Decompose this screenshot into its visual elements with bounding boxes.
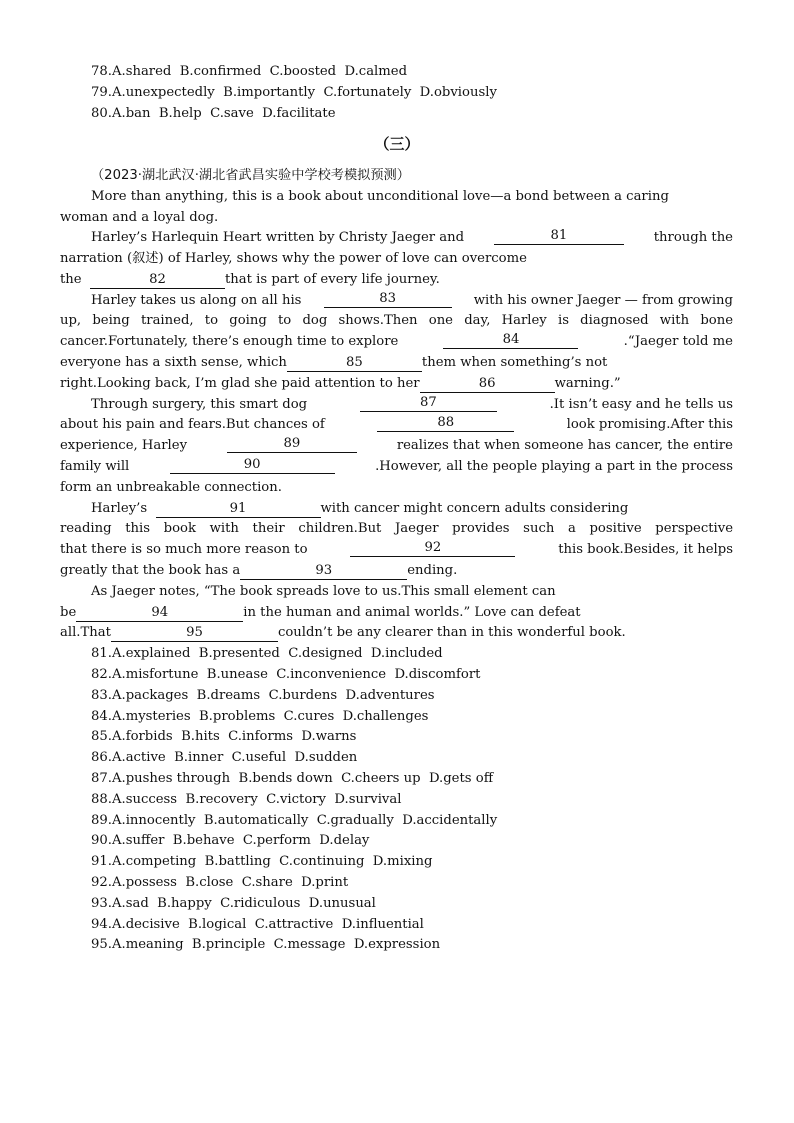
passage-line bbox=[60, 561, 457, 582]
passage-text: realizes that when someone has cancer, the entire bbox=[396, 438, 733, 453]
passage-line bbox=[91, 499, 628, 520]
passage-line: narration (叙述) of Harley, shows why the power of love can overcome bbox=[60, 251, 527, 266]
passage-text: with his owner Jaeger — from growing bbox=[473, 293, 733, 308]
blank-91[interactable]: 91 bbox=[156, 501, 321, 518]
passage-text: .“Jaeger told me bbox=[623, 334, 733, 349]
blank-94[interactable]: 94 bbox=[76, 605, 243, 622]
passage-text: about his pain and fears.But chances of bbox=[60, 417, 325, 432]
passage-text: right.Looking back, I’m glad she paid attention to her bbox=[60, 376, 420, 391]
blank-85[interactable]: 85 bbox=[287, 355, 422, 372]
option-line-87: 87.A.pushes through B.bends down C.cheers up D.gets off bbox=[91, 771, 494, 786]
blank-87[interactable]: 87 bbox=[360, 395, 497, 412]
passage-text: Through surgery, this smart dog bbox=[91, 397, 308, 412]
option-line-83: 83.A.packages B.dreams C.burdens D.adventures bbox=[91, 688, 435, 703]
passage-text: family will bbox=[60, 459, 130, 474]
passage-line: form an unbreakable connection. bbox=[60, 480, 282, 495]
passage-text: them when something’s not bbox=[421, 355, 608, 370]
blank-82[interactable]: 82 bbox=[90, 272, 225, 289]
option-line-94: 94.A.decisive B.logical C.attractive D.influential bbox=[91, 917, 424, 932]
passage-text: that there is so much more reason to bbox=[60, 542, 308, 557]
passage-line bbox=[60, 270, 440, 291]
passage-line bbox=[60, 332, 733, 353]
source-note: （2023·湖北武汉·湖北省武昌实验中学校考模拟预测） bbox=[91, 168, 410, 183]
passage-text: that is part of every life journey. bbox=[225, 272, 440, 287]
blank-92[interactable]: 92 bbox=[350, 540, 515, 557]
blank-93[interactable]: 93 bbox=[240, 563, 407, 580]
option-line-86: 86.A.active B.inner C.useful D.sudden bbox=[91, 750, 358, 765]
option-line-88: 88.A.success B.recovery C.victory D.survival bbox=[91, 792, 402, 807]
option-line-82: 82.A.misfortune B.unease C.inconvenience D.discomfort bbox=[91, 667, 481, 682]
passage-text: this book.Besides, it helps bbox=[558, 542, 733, 557]
passage-text: in the human and animal worlds.” Love can defeat bbox=[243, 605, 581, 620]
passage-text: greatly that the book has a bbox=[60, 563, 241, 578]
passage-text: Harley takes us along on all his bbox=[91, 293, 302, 308]
passage-line bbox=[60, 623, 626, 644]
blank-81[interactable]: 81 bbox=[494, 228, 624, 245]
blank-95[interactable]: 95 bbox=[111, 625, 278, 642]
passage-text: experience, Harley bbox=[60, 438, 188, 453]
passage-line bbox=[60, 540, 733, 561]
passage-text: .However, all the people playing a part in the process bbox=[375, 459, 733, 474]
option-line-91: 91.A.competing B.battling C.continuing D.mixing bbox=[91, 854, 433, 869]
passage-text: Harley’s Harlequin Heart written by Christy Jaeger and bbox=[91, 230, 465, 245]
passage-text: all.That bbox=[60, 625, 111, 640]
passage-line bbox=[60, 353, 607, 374]
option-line-90: 90.A.suffer B.behave C.perform D.delay bbox=[91, 833, 370, 848]
passage-text: everyone has a sixth sense, which bbox=[60, 355, 287, 370]
section-title: （三） bbox=[374, 135, 420, 153]
passage-line: reading this book with their children.But Jaeger provides such a positive perspective bbox=[60, 521, 733, 536]
passage-line bbox=[60, 457, 733, 478]
option-line-92: 92.A.possess B.close C.share D.print bbox=[91, 875, 349, 890]
passage-line: woman and a loyal dog. bbox=[60, 210, 219, 225]
option-line-79: 79.A.unexpectedly B.importantly C.fortunately D.obviously bbox=[91, 85, 497, 100]
option-line-81: 81.A.explained B.presented C.designed D.included bbox=[91, 646, 443, 661]
passage-text: warning.” bbox=[554, 376, 621, 391]
passage-text: couldn’t be any clearer than in this wonderful book. bbox=[277, 625, 626, 640]
passage-text: be bbox=[60, 605, 77, 620]
passage-line bbox=[60, 374, 621, 395]
passage-line bbox=[91, 228, 733, 249]
passage-line bbox=[60, 603, 581, 624]
passage-text: ending. bbox=[407, 563, 458, 578]
option-line-93: 93.A.sad B.happy C.ridiculous D.unusual bbox=[91, 896, 376, 911]
blank-89[interactable]: 89 bbox=[227, 436, 357, 453]
passage-text: the bbox=[60, 272, 82, 287]
passage-line bbox=[60, 436, 733, 457]
passage-text: Harley’s bbox=[91, 501, 148, 516]
blank-84[interactable]: 84 bbox=[443, 332, 578, 349]
blank-88[interactable]: 88 bbox=[377, 415, 514, 432]
blank-83[interactable]: 83 bbox=[324, 291, 452, 308]
passage-text: look promising.After this bbox=[566, 417, 733, 432]
passage-line bbox=[60, 415, 733, 436]
passage-line: More than anything, this is a book about unconditional love—a bond between a caring bbox=[91, 189, 669, 204]
option-line-89: 89.A.innocently B.automatically C.gradually D.accidentally bbox=[91, 813, 498, 828]
passage-text: .It isn’t easy and he tells us bbox=[549, 397, 733, 412]
passage-text: with cancer might concern adults considering bbox=[320, 501, 629, 516]
passage-line: As Jaeger notes, “The book spreads love to us.This small element can bbox=[91, 584, 556, 599]
passage-line: up, being trained, to going to dog shows.Then one day, Harley is diagnosed with bone bbox=[60, 313, 733, 328]
option-line-80: 80.A.ban B.help C.save D.facilitate bbox=[91, 106, 336, 121]
option-line-85: 85.A.forbids B.hits C.informs D.warns bbox=[91, 729, 357, 744]
passage-text: cancer.Fortunately, there’s enough time to explore bbox=[60, 334, 399, 349]
option-line-84: 84.A.mysteries B.problems C.cures D.challenges bbox=[91, 709, 429, 724]
passage-text: through the bbox=[653, 230, 733, 245]
blank-86[interactable]: 86 bbox=[420, 376, 555, 393]
blank-90[interactable]: 90 bbox=[170, 457, 335, 474]
passage-line bbox=[91, 395, 733, 416]
option-line-78: 78.A.shared B.confirmed C.boosted D.calmed bbox=[91, 64, 408, 79]
passage-line bbox=[91, 291, 733, 312]
option-line-95: 95.A.meaning B.principle C.message D.expression bbox=[91, 937, 441, 952]
